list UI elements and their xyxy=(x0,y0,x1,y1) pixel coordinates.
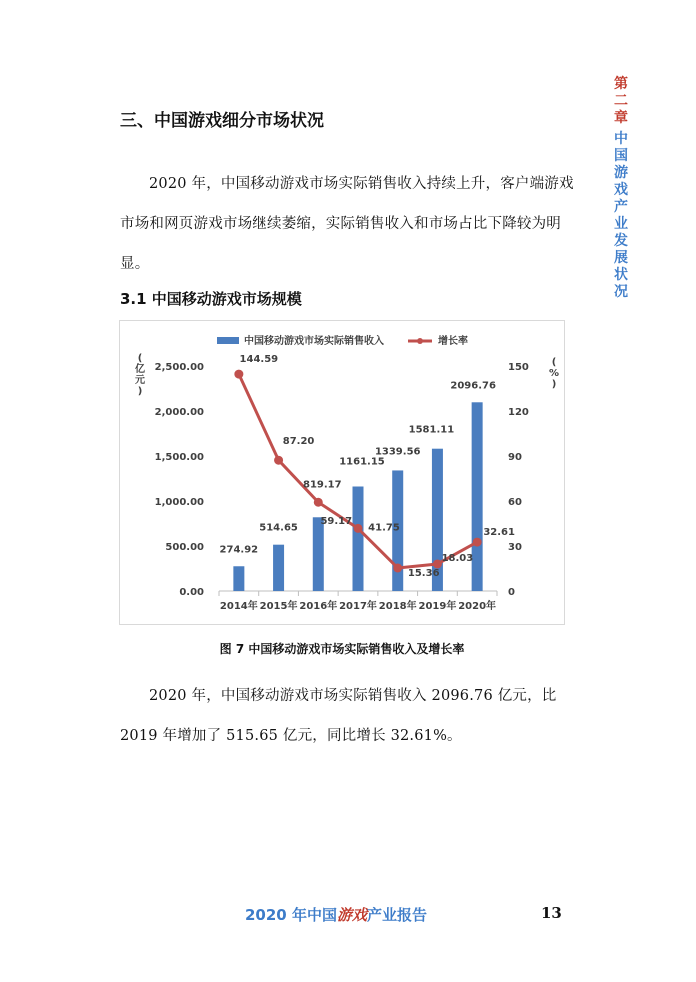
growth-data-label: 87.20 xyxy=(282,436,315,448)
right-axis-title-char: ( xyxy=(551,357,557,368)
bar-data-label: 1161.15 xyxy=(339,456,385,468)
right-tick-label: 90 xyxy=(508,452,522,463)
growth-data-label: 59.17 xyxy=(320,516,353,528)
x-tick-label: 2019年 xyxy=(418,601,457,612)
chart-container xyxy=(119,320,565,625)
legend-bar-swatch xyxy=(217,337,239,344)
side-char: 发 xyxy=(614,233,628,249)
bar-data-label: 819.17 xyxy=(302,479,342,491)
side-char: 章 xyxy=(614,110,628,126)
side-char: 二 xyxy=(614,93,628,109)
side-char: 游 xyxy=(614,165,628,181)
revenue-growth-chart xyxy=(120,321,566,626)
growth-data-label: 144.59 xyxy=(239,354,279,366)
left-axis-title-char: ( xyxy=(137,353,143,364)
growth-data-label: 15.36 xyxy=(407,567,440,579)
page-number: 13 xyxy=(541,904,562,922)
legend-bar-label: 中国移动游戏市场实际销售收入 xyxy=(244,336,384,347)
bar-data-label: 1581.11 xyxy=(408,424,455,436)
right-tick-label: 60 xyxy=(508,497,522,508)
left-tick-label: 1,500.00 xyxy=(154,452,204,463)
page-footer xyxy=(0,904,696,928)
left-tick-label: 1,000.00 xyxy=(154,497,204,508)
summary-text: 2020 年，中国移动游戏市场实际销售收入 2096.76 亿元，比 2019 年增加了 515.65 亿元，同比增长 32.61%。 xyxy=(120,688,557,744)
side-char: 第 xyxy=(614,76,628,92)
left-tick-label: 500.00 xyxy=(165,542,204,553)
right-tick-label: 0 xyxy=(508,587,515,598)
growth-data-label: 32.61 xyxy=(483,527,515,539)
growth-data-label: 41.75 xyxy=(368,522,400,534)
intro-paragraph xyxy=(120,164,578,284)
footer-report-title xyxy=(245,904,427,925)
summary-paragraph xyxy=(120,676,578,756)
revenue-bar xyxy=(472,402,483,591)
legend-line-marker xyxy=(417,338,423,344)
bar-data-label: 1339.56 xyxy=(374,446,421,458)
growth-point xyxy=(473,538,482,547)
side-char: 况 xyxy=(614,284,628,300)
x-tick-label: 2020年 xyxy=(458,601,497,612)
left-tick-label: 2,000.00 xyxy=(154,407,204,418)
x-tick-label: 2016年 xyxy=(299,601,338,612)
bar-data-label: 274.92 xyxy=(219,544,259,556)
side-char: 国 xyxy=(614,148,628,164)
figure-caption: 图 7 中国移动游戏市场实际销售收入及增长率 xyxy=(219,642,465,656)
left-axis-title-char: ) xyxy=(137,386,143,397)
right-axis-title-char: % xyxy=(548,368,560,379)
growth-point xyxy=(234,370,243,379)
growth-point xyxy=(393,563,402,572)
left-tick-label: 0.00 xyxy=(179,587,204,598)
side-tab-chapter xyxy=(610,76,632,127)
bar-data-label: 514.65 xyxy=(259,522,298,534)
revenue-bar xyxy=(353,486,364,591)
x-tick-label: 2015年 xyxy=(259,601,298,612)
growth-point xyxy=(314,498,323,507)
left-axis-title-char: 元 xyxy=(135,375,145,386)
growth-point xyxy=(354,524,363,533)
growth-data-label: 18.03 xyxy=(441,552,474,564)
side-char: 产 xyxy=(614,199,628,215)
footer-title-highlight: 游戏 xyxy=(336,906,367,924)
growth-point xyxy=(274,456,283,465)
side-char: 业 xyxy=(614,216,628,232)
left-tick-label: 2,500.00 xyxy=(154,362,204,373)
x-tick-label: 2014年 xyxy=(219,601,258,612)
side-tab-title xyxy=(610,131,632,301)
revenue-bar xyxy=(233,566,244,591)
x-tick-label: 2017年 xyxy=(339,601,377,612)
footer-title-suffix: 产业报告 xyxy=(367,906,428,924)
side-char: 戏 xyxy=(614,182,628,198)
revenue-bar xyxy=(313,517,324,591)
legend-line-label: 增长率 xyxy=(438,336,468,347)
right-tick-label: 30 xyxy=(508,542,522,553)
side-char: 展 xyxy=(614,250,628,266)
intro-text: 2020 年，中国移动游戏市场实际销售收入持续上升，客户端游戏市场和网页游戏市场继续萎缩，实际销售收入和市场占比下降较为明显。 xyxy=(120,176,574,272)
x-tick-label: 2018年 xyxy=(378,601,417,612)
right-tick-label: 120 xyxy=(508,407,529,418)
side-char: 中 xyxy=(614,131,628,147)
bar-data-label: 2096.76 xyxy=(450,380,496,392)
left-axis-title-char: 亿 xyxy=(135,364,145,375)
chapter-side-tab xyxy=(610,76,632,301)
right-axis-title-char: ) xyxy=(551,379,557,390)
revenue-bar xyxy=(273,545,284,591)
footer-title-prefix: 2020 年中国 xyxy=(245,906,337,924)
right-tick-label: 150 xyxy=(508,362,529,373)
subsection-heading: 3.1 中国移动游戏市场规模 xyxy=(120,290,302,308)
side-char: 状 xyxy=(614,267,628,283)
section-heading: 三、中国游戏细分市场状况 xyxy=(120,111,324,131)
